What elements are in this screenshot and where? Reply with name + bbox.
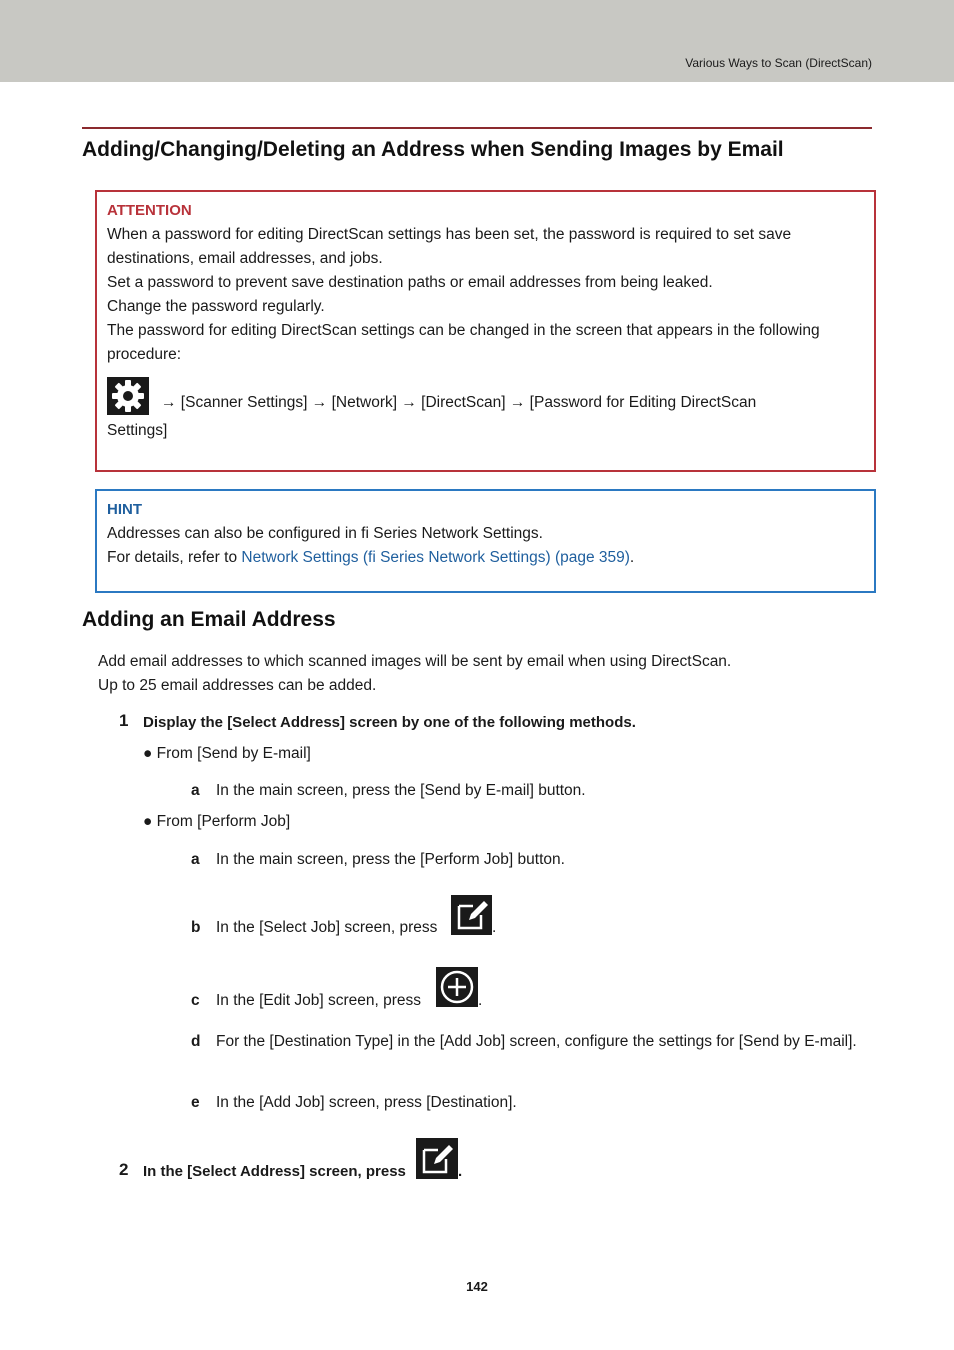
step-text: In the [Select Address] screen, press bbox=[143, 1163, 406, 1180]
period: . bbox=[478, 992, 483, 1009]
hint-line bbox=[107, 546, 864, 570]
hint-line: Addresses can also be configured in fi Series Network Settings. bbox=[107, 525, 543, 542]
page-number: 142 bbox=[466, 1279, 488, 1294]
attention-box bbox=[95, 190, 876, 472]
header-section-title: Various Ways to Scan (DirectScan) bbox=[685, 56, 872, 70]
sub-step-text: In the [Add Job] screen, press [Destination]. bbox=[216, 1094, 517, 1111]
step-number: 2 bbox=[119, 1160, 129, 1179]
procedure-text-cont: Settings] bbox=[107, 422, 168, 439]
sub-step-letter: b bbox=[191, 919, 201, 936]
bullet-item: ● From [Send by E-mail] bbox=[143, 745, 311, 762]
attention-label: ATTENTION bbox=[107, 202, 192, 219]
section-intro bbox=[98, 650, 731, 698]
sub-step-text: In the main screen, press the [Perform Job] button. bbox=[216, 851, 565, 868]
period: . bbox=[492, 919, 497, 936]
attention-line: The password for editing DirectScan settings can be changed in the screen that appears in the following procedure: bbox=[107, 322, 820, 363]
hint-prefix: For details, refer to bbox=[107, 549, 242, 566]
hint-box bbox=[95, 489, 876, 593]
gear-icon bbox=[107, 377, 149, 415]
step-number: 1 bbox=[119, 711, 129, 730]
procedure-row bbox=[107, 377, 864, 415]
sub-step-text: In the [Select Job] screen, press bbox=[216, 919, 438, 936]
step-text: Display the [Select Address] screen by one of the following methods. bbox=[143, 714, 636, 731]
sub-step-letter: a bbox=[191, 782, 200, 799]
intro-line: Add email addresses to which scanned images will be sent by email when using DirectScan. bbox=[98, 653, 732, 670]
attention-line: Set a password to prevent save destination paths or email addresses from being leaked. bbox=[107, 274, 713, 291]
attention-line: Change the password regularly. bbox=[107, 298, 325, 315]
sub-step-letter: e bbox=[191, 1094, 200, 1111]
page-title: Adding/Changing/Deleting an Address when Sending Images by Email bbox=[82, 138, 784, 161]
bullet-item: ● From [Perform Job] bbox=[143, 813, 291, 830]
attention-line: When a password for editing DirectScan settings has been set, the password is required to set save destinations, email addresses, and jobs. bbox=[107, 226, 792, 267]
sub-step-letter: a bbox=[191, 851, 200, 868]
edit-icon bbox=[451, 895, 492, 935]
period: . bbox=[458, 1163, 463, 1180]
intro-line: Up to 25 email addresses can be added. bbox=[98, 677, 377, 694]
add-circle-icon bbox=[436, 967, 478, 1007]
hint-label: HINT bbox=[107, 501, 142, 518]
sub-step-text: For the [Destination Type] in the [Add Job] screen, configure the settings for [Send by E-mail]. bbox=[216, 1033, 857, 1050]
network-settings-link[interactable]: Network Settings (fi Series Network Settings) (page 359) bbox=[241, 549, 630, 566]
edit-icon bbox=[416, 1138, 458, 1179]
sub-step-letter: c bbox=[191, 992, 200, 1009]
sub-step-text: In the [Edit Job] screen, press bbox=[216, 992, 422, 1009]
hint-suffix: . bbox=[629, 549, 635, 566]
sub-step-letter: d bbox=[191, 1033, 201, 1050]
section-heading: Adding an Email Address bbox=[82, 608, 336, 631]
procedure-text: → [Scanner Settings] → [Network] → [DirectScan] → [Password for Editing DirectScan bbox=[161, 394, 757, 411]
sub-step-text: In the main screen, press the [Send by E-mail] button. bbox=[216, 782, 586, 799]
title-rule bbox=[82, 127, 872, 129]
